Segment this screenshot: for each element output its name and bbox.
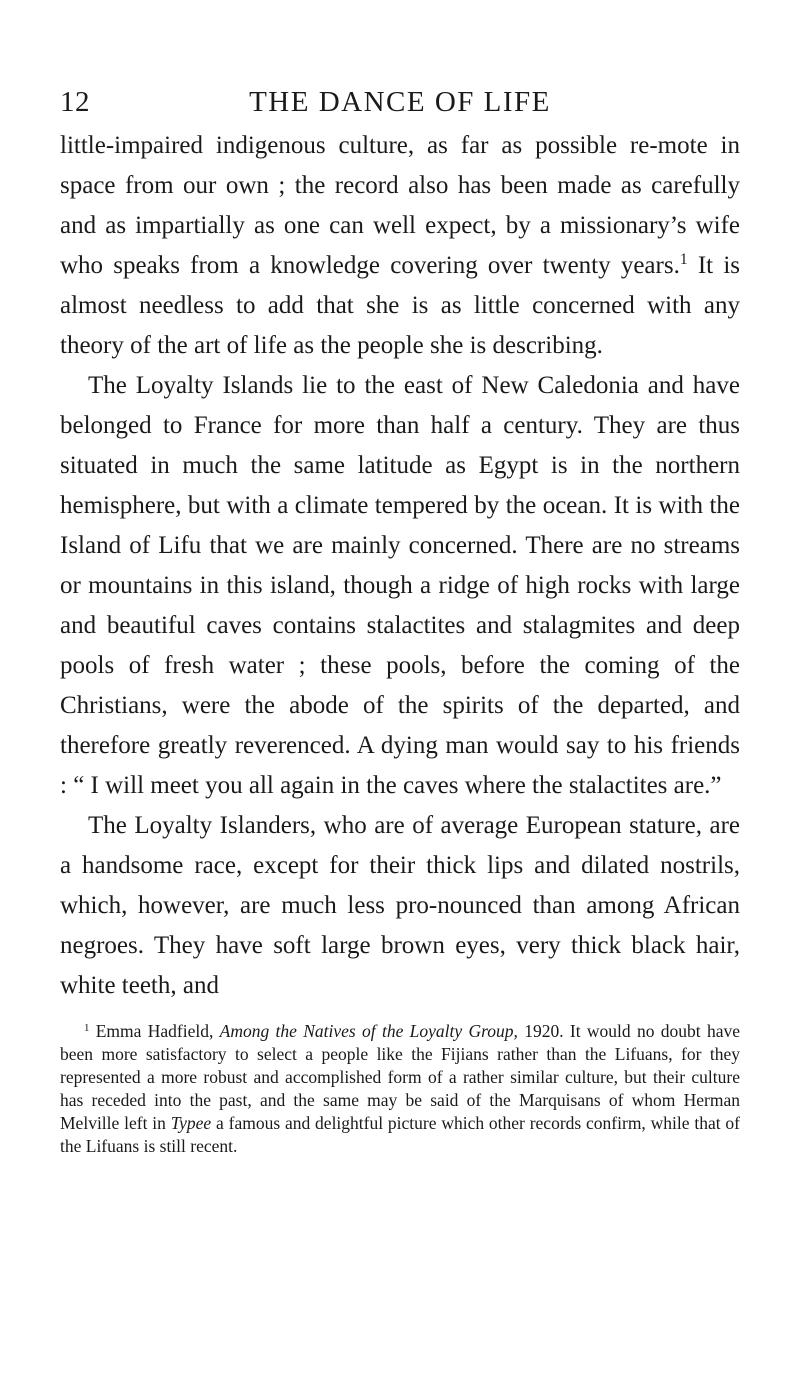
footnote	[60, 1020, 740, 1158]
footnote-ending: a famous and delightful picture which other records confirm, while that of the Lifuans is still recent.	[60, 1113, 740, 1156]
footnote-1	[60, 1020, 740, 1158]
footnote-author: Emma Hadfield,	[89, 1021, 220, 1041]
book-title: THE DANCE OF LIFE	[249, 86, 551, 118]
footnote-typee-title: Typee	[170, 1113, 212, 1133]
footnote-marker: 1	[84, 1022, 90, 1035]
book-page	[60, 78, 740, 1158]
main-text	[60, 126, 740, 1006]
paragraph-1-text-b: It is almost needless to add that she is as little concerned with any theory of the art of life as the people she is describing.	[60, 252, 740, 359]
running-head	[60, 78, 740, 122]
paragraph-1-text-a: little-impaired indigenous culture, as far as possible re-mote in space from our own ; the record also has been made as carefully and as impartially as one can well expect, by a missionary’s wife who speaks from a knowledge covering over twenty years.	[60, 132, 740, 279]
page-number: 12	[60, 86, 90, 118]
footnote-reference: 1	[679, 251, 688, 269]
footnote-text: 1920. It would no doubt have been more satisfactory to select a people like the Fijians rather than the Lifuans, for they represented a more robust and accomplished form of a rather similar culture, but their culture has receded into the past, and the same may be said of the Marquisans of whom Herman Melville left in	[60, 1021, 741, 1133]
footnote-book-title: Among the Natives of the Loyalty Group,	[219, 1021, 518, 1041]
paragraph-2: The Loyalty Islands lie to the east of New Caledonia and have belonged to France for more than half a century. They are thus situated in much the same latitude as Egypt is in the northern hemisphere, but with a climate tempered by the ocean. It is with the Island of Lifu that we are mainly concerned. There are no streams or mountains in this island, though a ridge of high rocks with large and beautiful caves contains stalactites and stalagmites and deep pools of fresh water ; these pools, before the coming of the Christians, were the abode of the spirits of the departed, and therefore greatly reverenced. A dying man would say to his friends : “ I will meet you all again in the caves where the stalactites are.”	[60, 372, 740, 799]
paragraph-1	[60, 126, 740, 366]
paragraph-3: The Loyalty Islanders, who are of average European stature, are a handsome race, except for their thick lips and dilated nostrils, which, however, are much less pro-nounced than among African negroes. They have soft large brown eyes, very thick black hair, white teeth, and	[60, 812, 740, 999]
